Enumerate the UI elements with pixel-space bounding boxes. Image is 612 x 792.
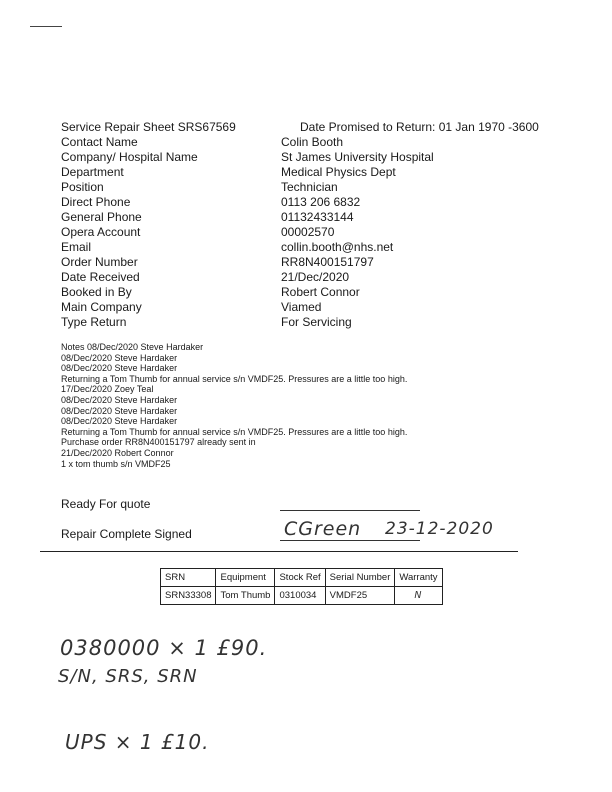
repair-complete-label: Repair Complete Signed xyxy=(61,527,192,541)
field-label: Type Return xyxy=(61,315,127,329)
equipment-table xyxy=(160,568,443,605)
field-label: Email xyxy=(61,240,92,254)
note-line: 08/Dec/2020 Steve Hardaker xyxy=(61,395,178,405)
field-value: 01132433144 xyxy=(281,210,354,224)
cell-serial: VMDF25 xyxy=(325,587,395,605)
field-value: St James University Hospital xyxy=(281,150,434,164)
complete-signature-line xyxy=(280,540,420,541)
note-line: 08/Dec/2020 Steve Hardaker xyxy=(61,405,178,416)
header-cell: Stock Ref xyxy=(275,569,325,587)
ready-for-quote-label: Ready For quote xyxy=(61,497,151,511)
field-label: Direct Phone xyxy=(61,195,131,209)
header-cell: SRN xyxy=(161,569,216,587)
table-row xyxy=(161,587,443,605)
divider xyxy=(40,551,518,552)
field-value: Robert Connor xyxy=(281,285,360,299)
field-value: 00002570 xyxy=(281,225,335,239)
scan-mark xyxy=(30,26,62,27)
cell-equipment: Tom Thumb xyxy=(216,587,275,605)
field-label: Position xyxy=(61,180,104,194)
field-label: Opera Account xyxy=(61,225,141,239)
field-value: Medical Physics Dept xyxy=(281,165,396,179)
field-label: Contact Name xyxy=(61,135,138,149)
handwritten-note: S/N, SRS, SRN xyxy=(58,666,198,687)
note-line: Notes 08/Dec/2020 Steve Hardaker xyxy=(61,342,204,352)
field-label: Order Number xyxy=(61,255,138,269)
field-value: collin.booth@nhs.net xyxy=(281,240,394,254)
signature: CGreen xyxy=(284,518,362,540)
header-cell: Warranty xyxy=(395,569,442,587)
cell-warranty: N xyxy=(395,587,442,605)
field-label: Date Received xyxy=(61,270,140,284)
field-label: Booked in By xyxy=(61,285,132,299)
handwritten-note: 0380000 × 1 £90. xyxy=(60,636,268,660)
field-label: Department xyxy=(61,165,124,179)
cell-srn: SRN33308 xyxy=(161,587,216,605)
note-line: Returning a Tom Thumb for annual service s/n VMDF25. Pressures are a little too high. xyxy=(61,373,408,384)
field-label: Company/ Hospital Name xyxy=(61,150,198,164)
signed-date: 23-12-2020 xyxy=(385,519,494,539)
header-cell: Serial Number xyxy=(325,569,395,587)
note-line: 08/Dec/2020 Steve Hardaker xyxy=(61,363,178,374)
quote-signature-line xyxy=(280,510,420,511)
header-cell: Equipment xyxy=(216,569,275,587)
field-label: Main Company xyxy=(61,300,142,314)
field-value: Viamed xyxy=(281,300,322,314)
field-value: 0113 206 6832 xyxy=(281,195,361,209)
handwritten-note: UPS × 1 £10. xyxy=(65,730,210,754)
note-line: 08/Dec/2020 Steve Hardaker xyxy=(61,352,178,363)
field-value: Technician xyxy=(281,180,338,194)
field-label: General Phone xyxy=(61,210,142,224)
note-line: 17/Dec/2020 Zoey Teal xyxy=(61,384,154,395)
note-line: Purchase order RR8N400151797 already sent in xyxy=(61,437,256,448)
note-line: 08/Dec/2020 Steve Hardaker xyxy=(61,416,178,427)
table-header-row xyxy=(161,569,443,587)
sheet-title: Service Repair Sheet SRS67569 xyxy=(61,120,236,134)
note-line: 1 x tom thumb s/n VMDF25 xyxy=(61,458,171,469)
note-line: Returning a Tom Thumb for annual service s/n VMDF25. Pressures are a little too high. xyxy=(61,426,408,437)
field-value: For Servicing xyxy=(281,315,352,329)
field-value: RR8N400151797 xyxy=(281,255,374,269)
note-line: 21/Dec/2020 Robert Connor xyxy=(61,448,174,458)
date-promised: Date Promised to Return: 01 Jan 1970 -3600 xyxy=(300,120,539,134)
field-value: 21/Dec/2020 xyxy=(281,270,350,284)
field-value: Colin Booth xyxy=(281,135,344,149)
cell-stock-ref: 0310034 xyxy=(275,587,325,605)
